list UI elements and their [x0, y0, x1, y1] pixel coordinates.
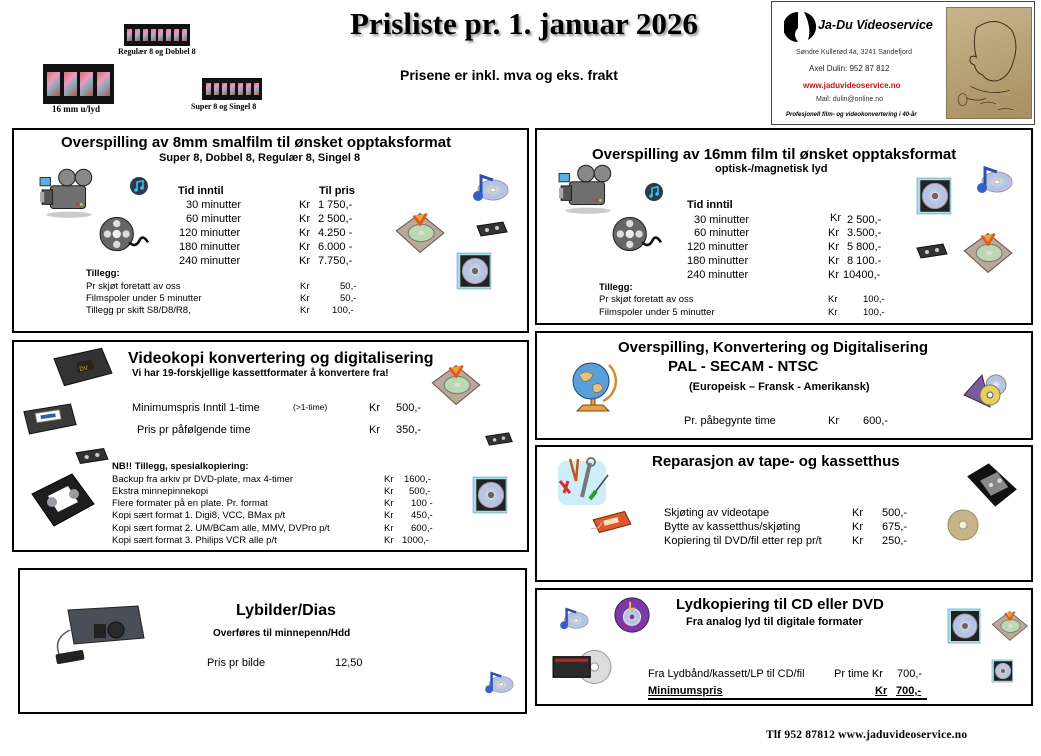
- hard-drive-icon: [428, 360, 482, 410]
- company-slogan: Profesjonell film- og videokonvertering i 40-år: [786, 112, 917, 118]
- extras-label: Tillegg:: [599, 282, 633, 293]
- cd-case-icon: [990, 658, 1016, 684]
- table-row-currency: Kr: [828, 227, 839, 239]
- cassette-icon: [484, 430, 514, 448]
- music-cd-icon: [973, 162, 1013, 196]
- min-price-note: (>1-time): [293, 402, 328, 412]
- extra-item-label: Pr skjøt foretatt av oss: [86, 281, 181, 292]
- hard-drive-icon: [989, 608, 1029, 644]
- table-row-price: 1 750,-: [318, 199, 353, 211]
- music-cd-icon: [557, 604, 589, 632]
- section-subtitle: Fra analog lyd til digitale formater: [686, 616, 863, 628]
- audio-price-label: Fra Lydbånd/kassett/LP til CD/fil: [648, 668, 805, 680]
- table-row-time: 60 minutter: [694, 227, 750, 239]
- repair-item-label: Kopiering til DVD/fil etter rep pr/t: [664, 535, 822, 547]
- tools-icon: [551, 455, 617, 515]
- filmstrip-16mm-image: [43, 64, 114, 104]
- extra-item-price: 50,-: [340, 281, 357, 292]
- underline-divider: [648, 698, 927, 700]
- table-row-price: 4.250 -: [318, 227, 353, 239]
- section-audio-copy: [535, 588, 1033, 706]
- section-8mm-film: [12, 128, 529, 333]
- repair-item-price: 675,-: [882, 521, 908, 533]
- price-value: 600,-: [863, 415, 889, 427]
- globe-icon: [563, 355, 623, 415]
- audio-disc-icon: [613, 596, 651, 634]
- repair-item-label: Bytte av kassetthus/skjøting: [664, 521, 801, 533]
- company-email: Mail: dulin@online.no: [816, 96, 884, 103]
- section-title: Overspilling, Konvertering og Digitalisering: [618, 339, 929, 356]
- section-title: Reparasjon av tape- og kassetthus: [652, 453, 900, 470]
- section-title: Lydkopiering til CD eller DVD: [676, 596, 884, 613]
- cassette-icon: [74, 446, 110, 466]
- min-price-value: 500,-: [396, 402, 422, 414]
- table-row-time: 240 minutter: [687, 269, 749, 281]
- section-title: Overspilling av 16mm film til ønsket opptaksformat: [592, 146, 957, 163]
- extra-item-currency: Kr: [828, 307, 838, 318]
- table-row-price: 10400,-: [843, 269, 881, 281]
- table-row-price: 2 500,-: [318, 213, 353, 225]
- cd-case-icon: [470, 474, 512, 516]
- table-row-currency: Kr: [299, 199, 310, 211]
- min-price-label: Minimumspris Inntil 1-time: [132, 402, 260, 414]
- repair-item-price: 250,-: [882, 535, 908, 547]
- extra-item-price: 100,-: [863, 294, 885, 305]
- repair-item-currency: Kr: [852, 507, 863, 519]
- min-price-currency: Kr: [369, 402, 380, 414]
- company-logo-icon: [784, 10, 818, 44]
- audio-price-unit: Pr time Kr: [834, 668, 883, 680]
- table-row-currency: Kr: [828, 269, 839, 281]
- movie-camera-icon: [557, 162, 619, 216]
- extra-item-label: Filmspoler under 5 minutter: [86, 293, 202, 304]
- table-row-price: 8 100.-: [847, 255, 882, 267]
- price-currency: Kr: [828, 415, 839, 427]
- table-row-time: 120 minutter: [687, 241, 749, 253]
- cd-case-icon: [914, 174, 956, 218]
- film-reel-icon: [611, 212, 663, 256]
- tape-to-cd-icon: [551, 648, 613, 686]
- min-price-value: 700,-: [896, 685, 922, 697]
- film-reel-icon: [98, 212, 150, 256]
- extra-item-price: 100,-: [332, 305, 354, 316]
- extra-item-currency: Kr: [384, 510, 394, 521]
- table-row-time: 120 minutter: [179, 227, 241, 239]
- extra-item-label: Kopi sært format 3. Philips VCR alle p/t: [112, 535, 277, 546]
- table-row-currency: Kr: [830, 212, 841, 224]
- film-format-label: Super 8 og Singel 8: [191, 102, 257, 111]
- vhs-case-icon: [965, 461, 1019, 509]
- extra-item-price: 100 -: [411, 498, 433, 509]
- company-name: Ja-Du Videoservice: [818, 18, 933, 32]
- min-price-currency: Kr: [875, 685, 888, 697]
- extra-item-price: 450,-: [411, 510, 433, 521]
- cd-case-icon: [454, 250, 496, 292]
- film-format-label: 16 mm u/lyd: [52, 104, 101, 114]
- price-note: Prisene er inkl. mva og eks. frakt: [400, 67, 618, 83]
- extra-item-currency: Kr: [828, 294, 838, 305]
- company-website-link[interactable]: www.jaduvideoservice.no: [803, 81, 901, 90]
- repair-item-currency: Kr: [852, 535, 863, 547]
- extra-item-price: 50,-: [340, 293, 357, 304]
- vhs-c-cassette-icon: [22, 402, 78, 436]
- next-hour-label: Pris pr påfølgende time: [137, 424, 251, 436]
- slide-projector-icon: [48, 600, 148, 670]
- min-price-label: Minimumspris: [648, 685, 723, 697]
- page-title: Prisliste pr. 1. januar 2026: [350, 6, 698, 41]
- movie-camera-icon: [38, 166, 100, 220]
- music-note-icon: [644, 182, 664, 202]
- extra-item-price: 500,-: [409, 486, 431, 497]
- extra-item-price: 100,-: [863, 307, 885, 318]
- extra-item-label: Kopi sært format 2. UM/BCam alle, MMV, DVPro p/t: [112, 523, 330, 534]
- gold-cd-icon: [946, 508, 980, 542]
- table-row-currency: Kr: [828, 255, 839, 267]
- repair-item-label: Skjøting av videotape: [664, 507, 770, 519]
- section-repair: [535, 445, 1033, 582]
- table-row-currency: Kr: [299, 255, 310, 267]
- portrait-sketch-image: [946, 7, 1032, 119]
- table-row-price: 7.750,-: [318, 255, 353, 267]
- table-row-currency: Kr: [299, 241, 310, 253]
- extra-item-price: 1600,-: [404, 474, 431, 485]
- table-row-price: 5 800,-: [847, 241, 882, 253]
- extra-item-label: Filmspoler under 5 minutter: [599, 307, 715, 318]
- extra-item-price: 1000,-: [402, 535, 429, 546]
- tv-systems-origins: (Europeisk – Fransk - Amerikansk): [689, 381, 870, 393]
- contact-person: Axel Dulin: 952 87 812: [809, 64, 890, 73]
- extra-item-currency: Kr: [300, 293, 310, 304]
- cassette-icon: [475, 220, 509, 238]
- table-row-price: 6.000 -: [318, 241, 353, 253]
- section-subtitle: Vi har 19-forskjellige kassettformater å konvertere fra!: [132, 368, 389, 379]
- column-header-time: Tid inntil: [178, 185, 224, 197]
- column-header-price: Til pris: [319, 185, 355, 197]
- filmstrip-regular8-image: [124, 24, 190, 46]
- hard-drive-icon: [392, 208, 446, 258]
- table-row-currency: Kr: [299, 213, 310, 225]
- extra-item-currency: Kr: [300, 281, 310, 292]
- table-row-time: 60 minutter: [186, 213, 242, 225]
- business-card: [771, 1, 1035, 125]
- extra-item-price: 600,-: [411, 523, 433, 534]
- extra-item-currency: Kr: [384, 523, 394, 534]
- extra-item-currency: Kr: [384, 498, 394, 509]
- price-label: Pr. påbegynte time: [684, 415, 776, 427]
- section-slides: [18, 568, 527, 714]
- price-label: Pris pr bilde: [207, 657, 266, 669]
- table-row-time: 30 minutter: [694, 214, 750, 226]
- extra-item-currency: Kr: [300, 305, 310, 316]
- vhs-cassette-icon: [28, 472, 98, 528]
- table-row-time: 240 minutter: [179, 255, 241, 267]
- extras-label: NB!! Tillegg, spesialkopiering:: [112, 461, 249, 472]
- table-row-price: 2 500,-: [847, 214, 882, 226]
- section-title: Lybilder/Dias: [236, 602, 336, 619]
- minidv-cassette-icon: [52, 346, 114, 388]
- audio-price-value: 700,-: [897, 668, 923, 680]
- extra-item-label: Backup fra arkiv pr DVD-plate, max 4-timer: [112, 474, 294, 485]
- broken-tape-icon: [591, 509, 633, 535]
- extra-item-label: Flere formater på en plate. Pr. format: [112, 498, 268, 509]
- footer-contact: Tlf 952 87812 www.jaduvideoservice.no: [766, 729, 968, 741]
- cassette-icon: [915, 242, 949, 260]
- music-cd-icon: [469, 170, 509, 204]
- table-row-time: 180 minutter: [687, 255, 749, 267]
- extras-label: Tillegg:: [86, 268, 120, 279]
- section-subtitle: optisk-/magnetisk lyd: [715, 163, 828, 175]
- extra-item-label: Pr skjøt foretatt av oss: [599, 294, 694, 305]
- table-row-currency: Kr: [299, 227, 310, 239]
- repair-item-currency: Kr: [852, 521, 863, 533]
- next-hour-currency: Kr: [369, 424, 380, 436]
- music-cd-icon: [482, 668, 514, 696]
- column-header-time: Tid inntil: [687, 199, 733, 211]
- section-title: Videokopi konvertering og digitalisering: [128, 350, 434, 367]
- cd-stack-icon: [962, 369, 1012, 413]
- section-title: Overspilling av 8mm smalfilm til ønsket opptaksformat: [61, 134, 452, 151]
- extra-item-currency: Kr: [384, 474, 394, 485]
- extra-item-label: Ekstra minnepinnekopi: [112, 486, 209, 497]
- section-subtitle: Overføres til minnepenn/Hdd: [213, 628, 351, 639]
- repair-item-price: 500,-: [882, 507, 908, 519]
- tv-systems-list: PAL - SECAM - NTSC: [668, 358, 819, 375]
- company-address: Søndre Kullerød 4a, 3241 Sandefjord: [796, 49, 912, 56]
- next-hour-price: 350,-: [396, 424, 422, 436]
- table-row-time: 30 minutter: [186, 199, 242, 211]
- extra-item-currency: Kr: [384, 535, 394, 546]
- extra-item-label: Kopi sært format 1. Digi8, VCC, BMax p/t: [112, 510, 286, 521]
- cd-case-icon: [945, 606, 985, 646]
- table-row-time: 180 minutter: [179, 241, 241, 253]
- extra-item-currency: Kr: [384, 486, 394, 497]
- section-video-copy: [12, 340, 529, 552]
- extra-item-label: Tillegg pr skift S8/D8/R8,: [86, 305, 191, 316]
- hard-drive-icon: [960, 228, 1014, 278]
- section-16mm-film: [535, 128, 1033, 325]
- table-row-currency: Kr: [828, 241, 839, 253]
- table-row-price: 3.500,-: [847, 227, 882, 239]
- section-tv-systems: [535, 331, 1033, 440]
- price-value: 12,50: [335, 657, 363, 669]
- music-note-icon: [129, 176, 149, 196]
- film-format-label: Regulær 8 og Dobbel 8: [118, 47, 196, 56]
- section-subtitle: Super 8, Dobbel 8, Regulær 8, Singel 8: [159, 152, 361, 164]
- filmstrip-super8-image: [202, 78, 262, 100]
